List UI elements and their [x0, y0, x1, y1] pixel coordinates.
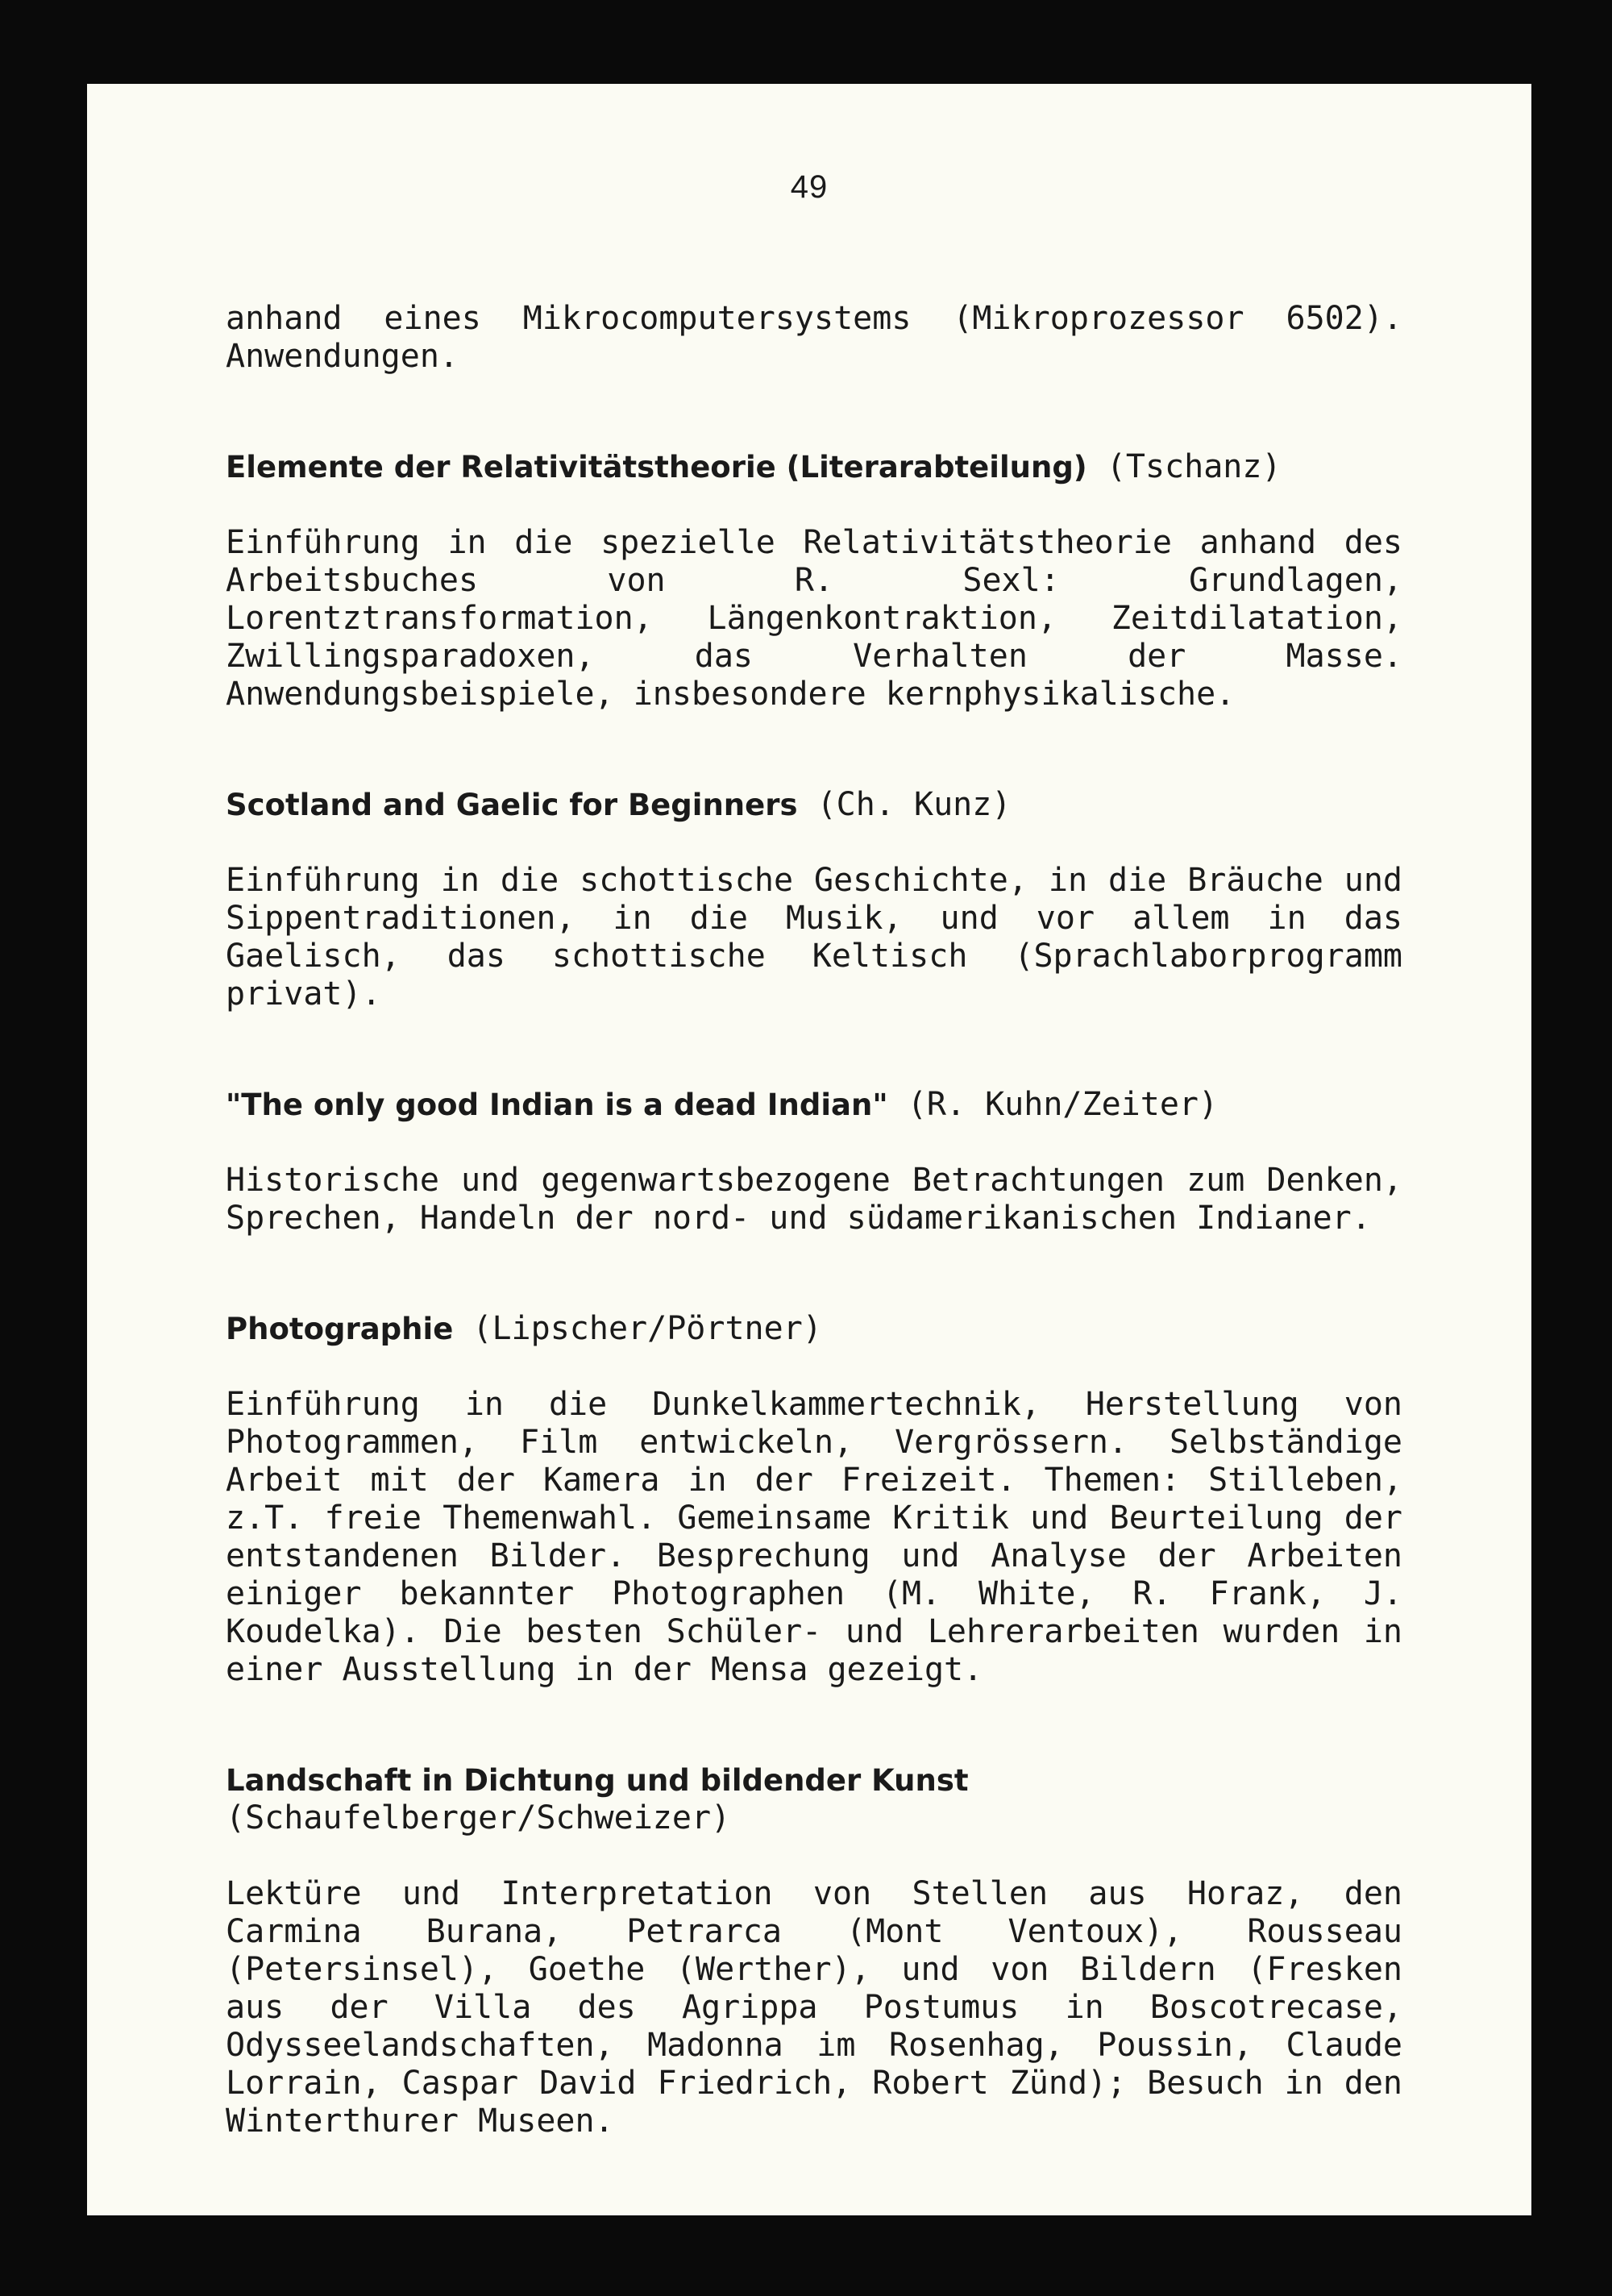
section-authors: (Schaufelberger/Schweizer)	[226, 1799, 731, 1836]
section-title: "The only good Indian is a dead Indian"	[226, 1088, 888, 1122]
intro-paragraph: anhand eines Mikrocomputersystems (Mikroprozessor 6502). Anwendungen.	[226, 300, 1402, 375]
section-heading	[226, 786, 1402, 824]
section-authors: (R. Kuhn/Zeiter)	[907, 1086, 1219, 1123]
section-heading	[226, 1310, 1402, 1348]
section-title: Scotland and Gaelic for Beginners	[226, 788, 798, 822]
section-body: Einführung in die Dunkelkammertechnik, Herstellung von Photogrammen, Film entwickeln, Vergrössern. Selbständige Arbeit mit der Kamera in der Freizeit. Themen: Stilleben, z.T. freie Themenwahl. Gemeinsame Kritik und Beurteilung der entstandenen Bilder. Besprechung und Analyse der Arbeiten einiger bekannter Photographen (M. White, R. Frank, J. Koudelka). Die besten Schüler- und Lehrerarbeiten wurden in einer Ausstellung in der Mensa gezeigt.	[226, 1386, 1402, 1688]
section-body: Lektüre und Interpretation von Stellen aus Horaz, den Carmina Burana, Petrarca (Mont Ventoux), Rousseau (Petersinsel), Goethe (Werther), und von Bildern (Fresken aus der Villa des Agrippa Postumus in Boscotrecase, Odysseelandschaften, Madonna im Rosenhag, Poussin, Claude Lorrain, Caspar David Friedrich, Robert Zünd); Besuch in den Winterthurer Museen.	[226, 1875, 1402, 2140]
section-authors: (Lipscher/Pörtner)	[472, 1310, 822, 1347]
page-content	[226, 300, 1402, 2140]
section-body: Einführung in die schottische Geschichte, in die Bräuche und Sippentraditionen, in die Musik, und vor allem in das Gaelisch, das schottische Keltisch (Sprachlaborprogramm privat).	[226, 862, 1402, 1013]
page-number: 49	[790, 169, 829, 205]
document-page	[87, 84, 1531, 2215]
section-body: Historische und gegenwartsbezogene Betrachtungen zum Denken, Sprechen, Handeln der nord- und südamerikanischen Indianer.	[226, 1162, 1402, 1237]
section-heading	[226, 448, 1402, 486]
section-heading	[226, 1762, 1402, 1837]
section-title: Elemente der Relativitätstheorie (Literarabteilung)	[226, 450, 1087, 485]
section-heading	[226, 1086, 1402, 1124]
section-authors: (Ch. Kunz)	[816, 786, 1012, 823]
section-title: Photographie	[226, 1312, 454, 1346]
section-body: Einführung in die spezielle Relativitätstheorie anhand des Arbeitsbuches von R. Sexl: Grundlagen, Lorentztransformation, Längenkontraktion, Zeitdilatation, Zwillingsparadoxen, das Verhalten der Masse. Anwendungsbeispiele, insbesondere kernphysikalische.	[226, 524, 1402, 713]
section-title: Landschaft in Dichtung und bildender Kunst	[226, 1763, 969, 1798]
section-authors: (Tschanz)	[1106, 448, 1282, 485]
